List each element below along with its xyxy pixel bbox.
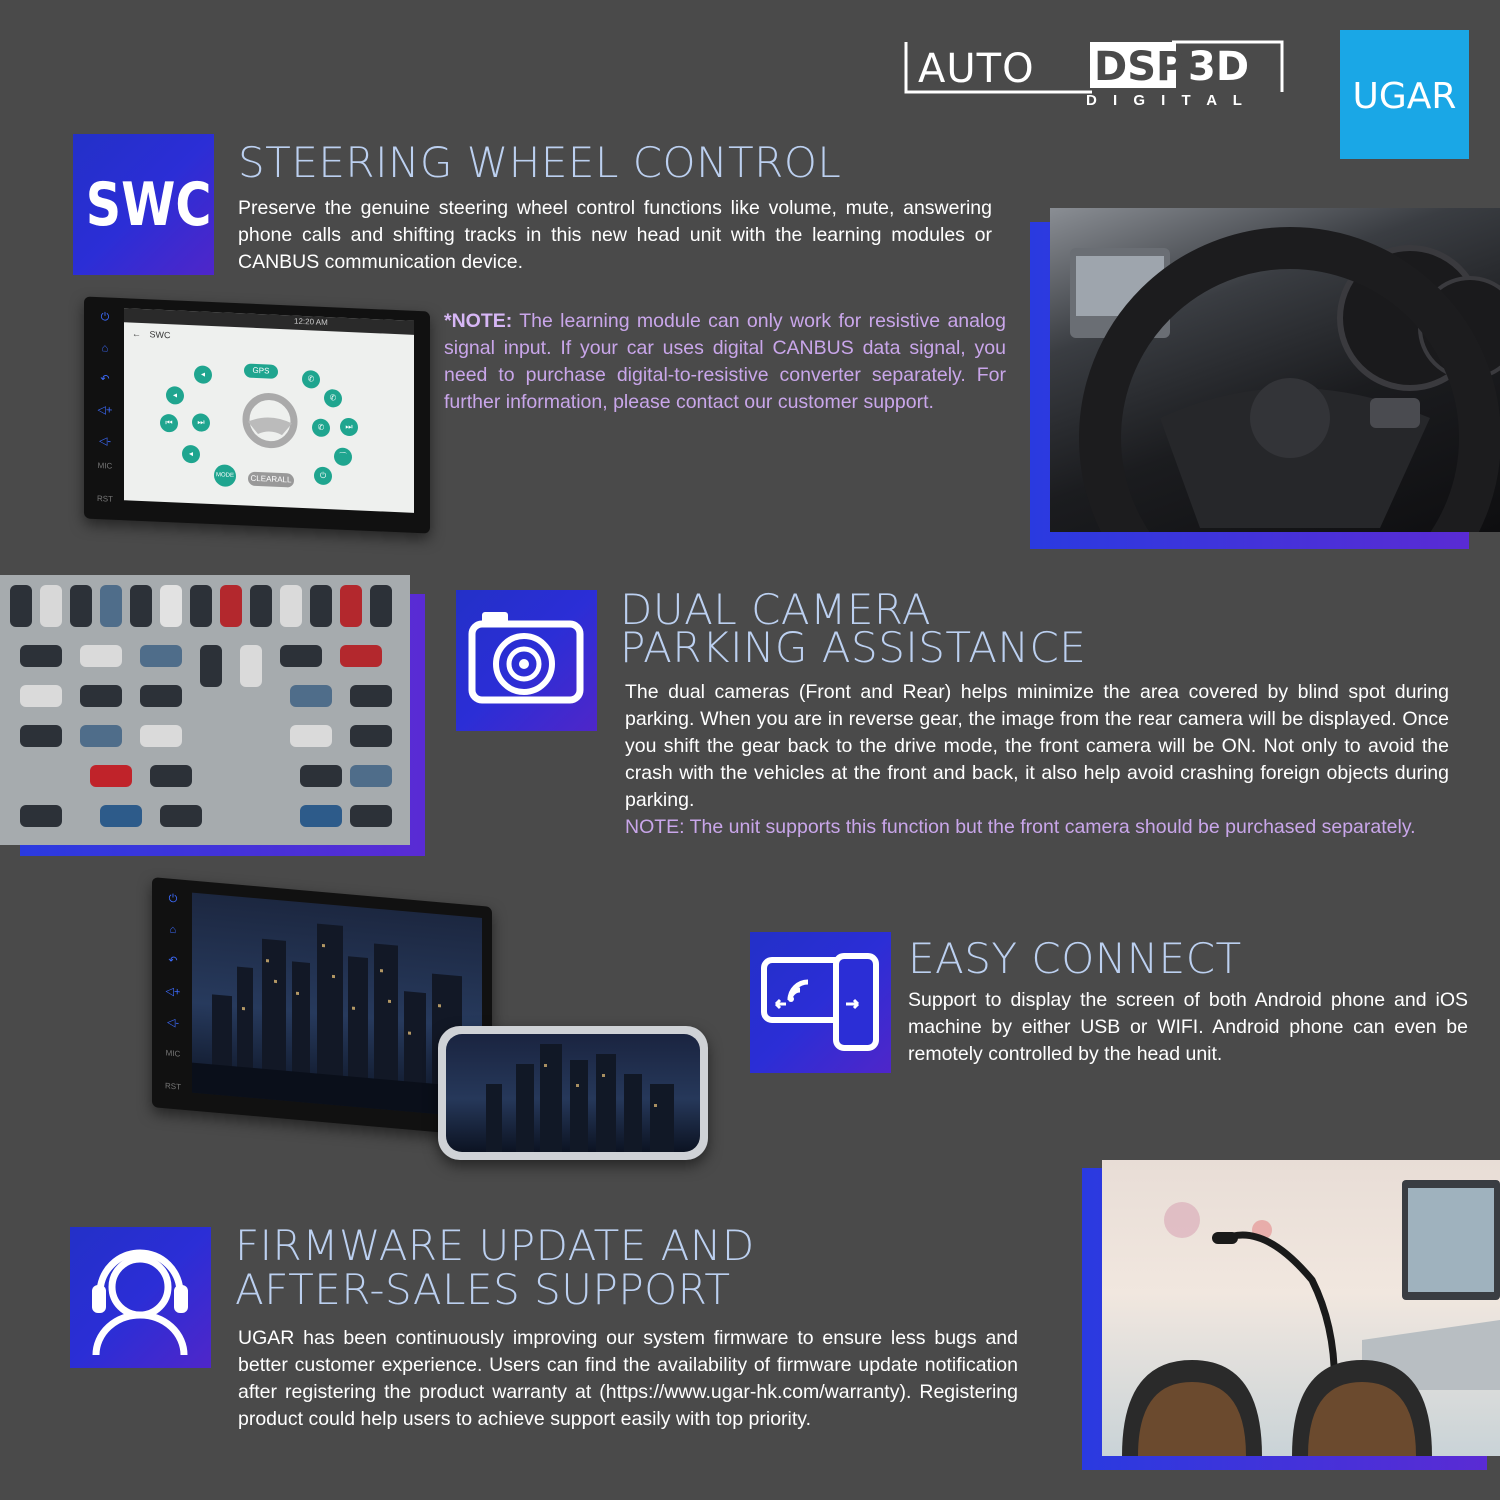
swc-btn-hangup[interactable]: ✆ bbox=[324, 389, 342, 408]
easy-connect-description: Support to display the screen of both Android phone and iOS machine by either USB or WIFI. Android phone can even be remotely controlled by the head unit. bbox=[908, 989, 1468, 1065]
swc-badge bbox=[73, 134, 214, 275]
camera-title-line2: PARKING ASSISTANCE bbox=[620, 623, 1087, 672]
swc-btn-gps[interactable]: GPS bbox=[244, 363, 278, 378]
swc-badge-text: SWC bbox=[85, 170, 212, 240]
ec-home-icon[interactable]: ⌂ bbox=[169, 923, 177, 937]
swc-btn-mute[interactable]: ◂ bbox=[166, 386, 184, 405]
swc-btn-power[interactable]: ⏻ bbox=[314, 466, 332, 485]
swc-note-body: The learning module can only work for resistive analog signal input. If your car uses digital CANBUS data signal, you need to purchase digital-to-resistive converter separately. For further information, please contact our customer support. bbox=[444, 310, 1006, 413]
camera-note: NOTE: The unit supports this function but the front camera should be purchased separately. bbox=[625, 816, 1416, 838]
firmware-title-line2: AFTER-SALES SUPPORT bbox=[235, 1265, 731, 1314]
phone-screen bbox=[446, 1034, 700, 1152]
swc-note-label: *NOTE: bbox=[444, 310, 513, 332]
back-icon[interactable]: ↶ bbox=[100, 373, 110, 386]
easy-connect-title: EASY CONNECT bbox=[908, 934, 1242, 983]
firmware-title bbox=[235, 1221, 755, 1314]
logo-dsp-text: DSP bbox=[1094, 44, 1186, 90]
easy-connect-badge bbox=[750, 932, 891, 1073]
ugar-logo bbox=[1340, 30, 1469, 159]
parking-lot-photo bbox=[0, 575, 410, 845]
swc-btn-prev[interactable]: ⏮ bbox=[160, 414, 178, 433]
support-badge bbox=[70, 1227, 211, 1368]
camera-title bbox=[620, 585, 1087, 672]
power-icon[interactable]: ⏻ bbox=[100, 311, 110, 324]
swc-back-row[interactable] bbox=[132, 329, 171, 341]
camera-badge bbox=[456, 590, 597, 731]
swc-btn-end[interactable]: ⌒ bbox=[334, 447, 352, 466]
swc-btn-mode[interactable]: MODE bbox=[214, 464, 236, 487]
firmware-title-line1: FIRMWARE UPDATE AND bbox=[235, 1221, 755, 1270]
swc-btn-vol[interactable]: ◂ bbox=[182, 445, 200, 464]
logo-3d-text: 3D bbox=[1188, 44, 1250, 90]
firmware-description: UGAR has been continuously improving our system firmware to ensure less bugs and better customer experience. Users can find the availability of firmware update notification after registering the product warranty at (https://www.ugar-hk.com/warranty). Registering product could help users to achieve support easily with top priority. bbox=[238, 1327, 1018, 1430]
camera-lens-icon bbox=[468, 606, 584, 706]
ec-side-buttons bbox=[158, 892, 188, 1093]
ec-rst-label: RST bbox=[165, 1081, 181, 1092]
steering-wheel-photo bbox=[1050, 208, 1500, 532]
swc-description: Preserve the genuine steering wheel control functions like volume, mute, answering phone calls and shifting tracks in this new head unit with the learning modules or CANBUS communication device. bbox=[238, 197, 992, 273]
swc-btn-next-left[interactable]: ⏭ bbox=[192, 413, 210, 432]
ec-back-icon[interactable]: ↶ bbox=[168, 954, 178, 968]
swc-btn-clearall[interactable]: CLEARALL bbox=[248, 472, 294, 488]
mic-label: MIC bbox=[97, 461, 113, 471]
back-arrow-icon: ← bbox=[132, 328, 141, 339]
swc-head-unit bbox=[84, 296, 430, 541]
headset-photo bbox=[1102, 1160, 1500, 1456]
swc-btn-call[interactable]: ✆ bbox=[312, 418, 330, 437]
swc-back-label: SWC bbox=[149, 329, 171, 341]
swc-title: STEERING WHEEL CONTROL bbox=[238, 138, 842, 187]
head-unit-screen bbox=[124, 308, 414, 513]
home-icon[interactable]: ⌂ bbox=[101, 342, 109, 355]
swc-btn-next-right[interactable]: ⏭ bbox=[340, 418, 358, 437]
ec-volume-up-icon[interactable]: ◁+ bbox=[165, 985, 181, 999]
swc-btn-vol-down[interactable]: ◂ bbox=[194, 365, 212, 384]
headset-photo-art bbox=[1102, 1160, 1500, 1456]
parking-lot-art bbox=[0, 575, 410, 845]
camera-title-line1: DUAL CAMERA bbox=[620, 585, 932, 634]
swc-note bbox=[444, 308, 1006, 416]
ec-power-icon[interactable]: ⏻ bbox=[168, 892, 178, 906]
status-time: 12:20 AM bbox=[294, 316, 328, 328]
screen-mirror-icon bbox=[760, 950, 882, 1056]
phone-skyline-art bbox=[446, 1034, 700, 1152]
rst-label: RST bbox=[97, 494, 113, 504]
easy-connect-phone bbox=[438, 1026, 708, 1160]
swc-btn-phone[interactable]: ✆ bbox=[302, 370, 320, 389]
logo-auto-text: AUTO bbox=[918, 46, 1035, 92]
volume-up-icon[interactable]: ◁+ bbox=[97, 404, 113, 417]
ec-mic-label: MIC bbox=[165, 1048, 181, 1059]
volume-down-icon[interactable]: ◁- bbox=[98, 435, 112, 448]
logo-digital-text: D I G I T A L bbox=[1086, 92, 1248, 109]
steering-wheel-icon bbox=[242, 391, 298, 449]
steering-wheel-photo-art bbox=[1050, 208, 1500, 532]
ec-volume-down-icon[interactable]: ◁- bbox=[166, 1016, 180, 1030]
head-unit-side-buttons bbox=[90, 311, 120, 504]
camera-description: The dual cameras (Front and Rear) helps minimize the area covered by blind spot during parking. When you are in reverse gear, the image from the rear camera will be displayed. Once you shift the gear back to the drive mode, the front camera will be ON. Not only to avoid the crash with the vehicles at the front and back, it also help avoid crashing foreign objects during parking. bbox=[625, 681, 1449, 811]
headset-support-icon bbox=[82, 1237, 198, 1359]
ugar-logo-text: UGAR bbox=[1352, 76, 1457, 117]
autodsp-logo bbox=[902, 36, 1286, 110]
